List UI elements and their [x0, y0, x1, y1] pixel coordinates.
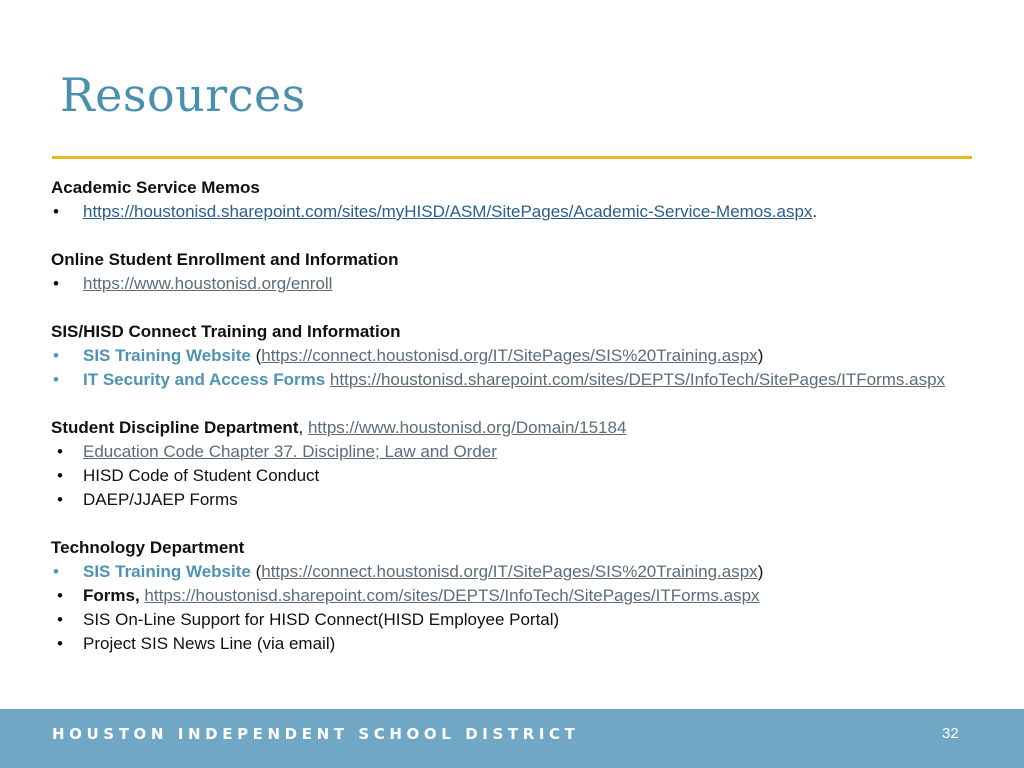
bullet-icon: •	[53, 202, 59, 221]
bullet-icon: •	[57, 442, 63, 461]
bullet-icon: •	[53, 562, 59, 581]
list-item-enroll	[51, 272, 1001, 296]
footer-bar	[0, 709, 1024, 768]
list-item-online-support	[51, 608, 1001, 632]
news-line-text: Project SIS News Line (via email)	[83, 634, 336, 653]
education-code-link[interactable]: Education Code Chapter 37. Discipline; Law and Order	[83, 442, 497, 461]
list-item-sis-training	[51, 344, 1001, 368]
paren-open: (	[255, 346, 262, 365]
discipline-heading: Student Discipline Department	[51, 418, 299, 437]
bullet-icon: •	[53, 370, 59, 389]
list-item-it-security	[51, 368, 1001, 392]
asm-link[interactable]: https://houstonisd.sharepoint.com/sites/myHISD/ASM/SitePages/Academic-Service-Memos.aspx	[83, 202, 813, 221]
section-heading-discipline	[51, 416, 1001, 440]
list-item-tech-forms	[51, 584, 1001, 608]
section-heading-sis: SIS/HISD Connect Training and Information	[51, 322, 401, 341]
page-number: 32	[942, 725, 959, 742]
enroll-link[interactable]: https://www.houstonisd.org/enroll	[83, 274, 333, 293]
paren-open: (	[255, 562, 262, 581]
bullet-icon: •	[53, 346, 59, 365]
tech-training-label: SIS Training Website	[83, 562, 251, 581]
section-heading-asm: Academic Service Memos	[51, 178, 260, 197]
bullet-icon: •	[57, 586, 63, 605]
daep-forms-text: DAEP/JJAEP Forms	[83, 490, 238, 509]
tech-forms-link[interactable]: https://houstonisd.sharepoint.com/sites/DEPTS/InfoTech/SitePages/ITForms.aspx	[144, 586, 760, 605]
bullet-icon: •	[57, 490, 63, 509]
list-item-news-line	[51, 632, 1001, 656]
paren-close: )	[757, 346, 764, 365]
list-item-education-code	[51, 440, 1001, 464]
list-item-tech-training	[51, 560, 1001, 584]
resources-content	[51, 176, 1001, 656]
sis-training-label: SIS Training Website	[83, 346, 251, 365]
tech-training-link[interactable]: https://connect.houstonisd.org/IT/SitePages/SIS%20Training.aspx	[261, 562, 758, 581]
bullet-icon: •	[53, 274, 59, 293]
tech-forms-label: Forms,	[83, 586, 140, 605]
list-item-code-of-conduct	[51, 464, 1001, 488]
discipline-link[interactable]: https://www.houstonisd.org/Domain/15184	[307, 418, 627, 437]
online-support-text: SIS On-Line Support for HISD Connect(HISD Employee Portal)	[83, 610, 560, 629]
footer-district-name: HOUSTON INDEPENDENT SCHOOL DISTRICT	[52, 725, 580, 743]
sis-training-link[interactable]: https://connect.houstonisd.org/IT/SitePages/SIS%20Training.aspx	[261, 346, 758, 365]
list-item-asm	[51, 200, 1001, 224]
discipline-comma: ,	[298, 418, 308, 437]
title-divider	[52, 156, 972, 159]
section-heading-enroll: Online Student Enrollment and Information	[51, 250, 399, 269]
section-heading-technology: Technology Department	[51, 538, 245, 557]
bullet-icon: •	[57, 610, 63, 629]
slide-title: Resources	[60, 68, 306, 122]
asm-trail: .	[812, 202, 818, 221]
it-security-label: IT Security and Access Forms	[83, 370, 326, 389]
code-of-conduct-text: HISD Code of Student Conduct	[83, 466, 320, 485]
bullet-icon: •	[57, 466, 63, 485]
paren-close: )	[757, 562, 764, 581]
bullet-icon: •	[57, 634, 63, 653]
it-security-link[interactable]: https://houstonisd.sharepoint.com/sites/DEPTS/InfoTech/SitePages/ITForms.aspx	[329, 370, 946, 389]
list-item-daep-forms	[51, 488, 1001, 512]
